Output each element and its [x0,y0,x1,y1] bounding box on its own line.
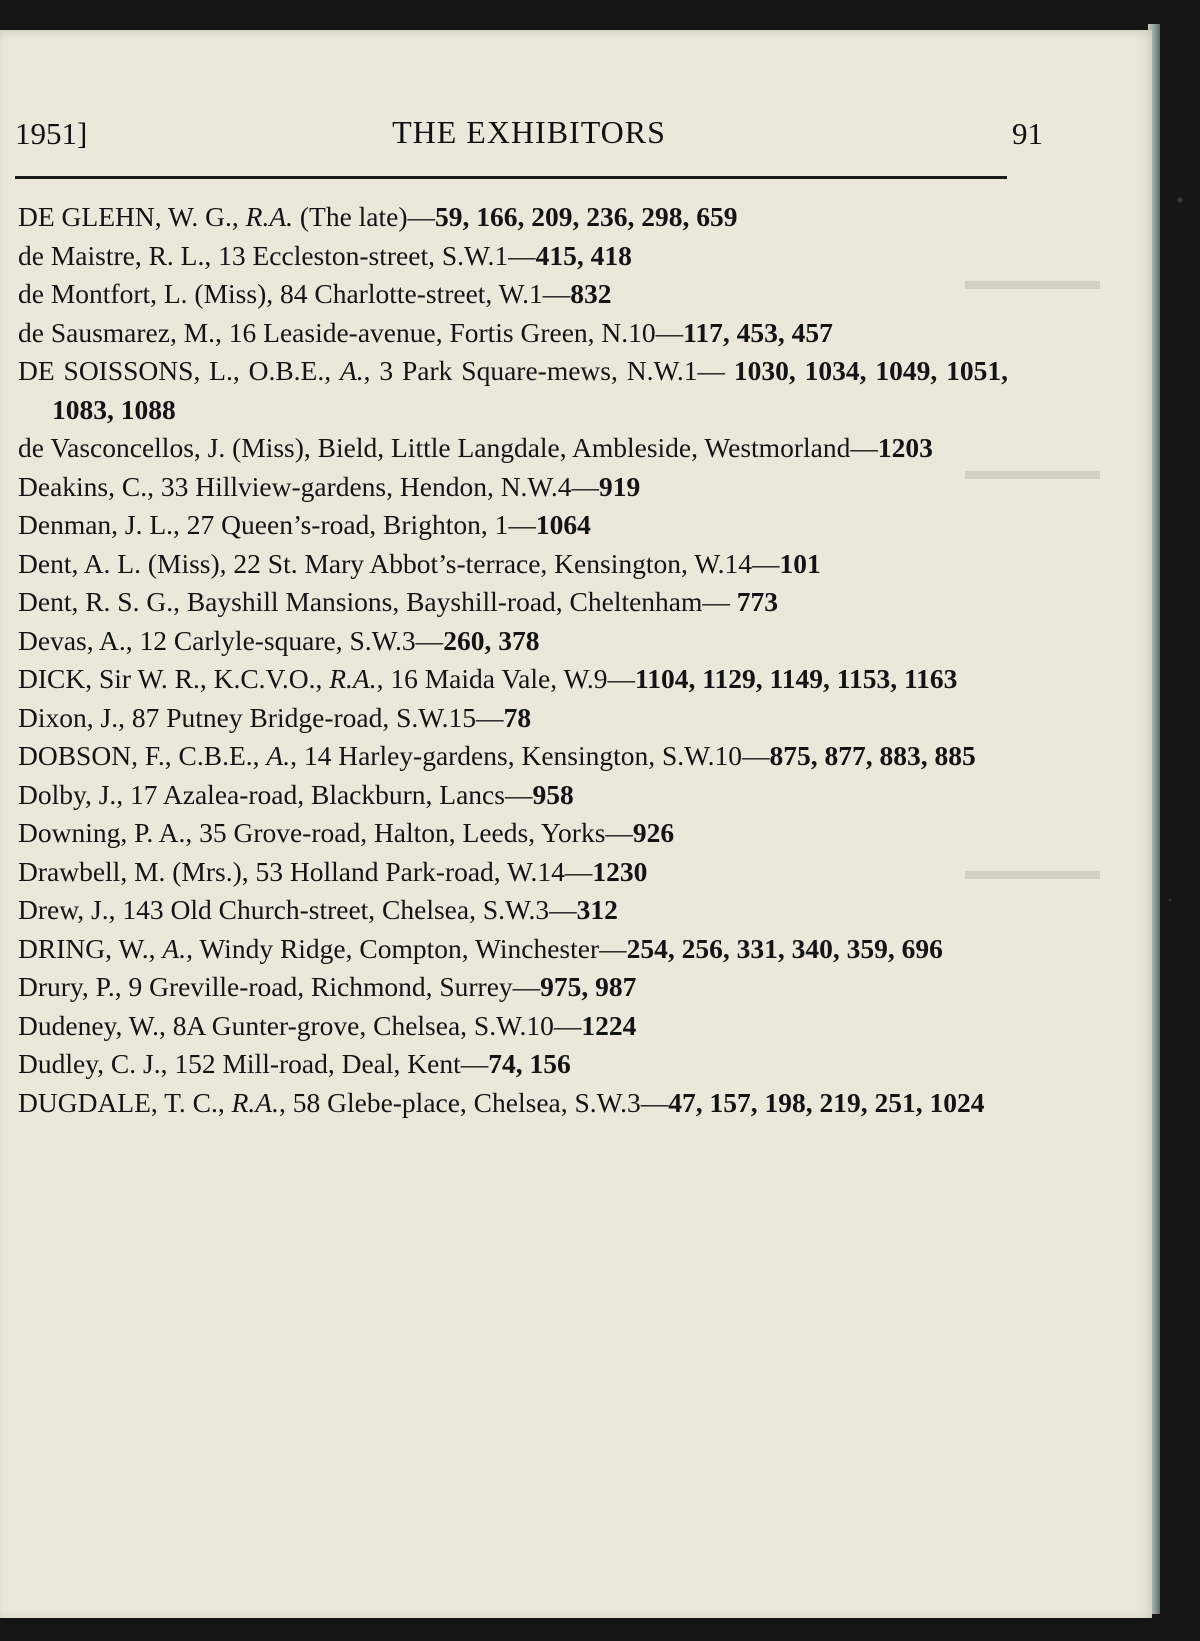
exhibit-numbers: 254, 256, 331, 340, 359, 696 [626,932,943,964]
exhibitor-honour: R.A. [231,1086,279,1118]
exhibitor-address: , 14 Harley-gardens, Kensington, S.W.10— [290,740,770,771]
exhibit-numbers: 1224 [581,1009,637,1041]
exhibit-numbers: 260, 378 [443,624,540,656]
exhibit-numbers: 773 [736,586,779,617]
exhibitor-address: (The late)— [293,201,436,232]
exhibitor-address: 152 Mill-road, Deal, Kent— [174,1048,489,1079]
exhibitor-name: de Maistre, R. L., [18,239,219,271]
exhibitor-honour: R.A. [329,663,377,694]
exhibitor-name: Downing, P. A., [18,817,200,848]
exhibitor-address: Bayshill Mansions, Bayshill-road, Cheltenham— [186,586,737,617]
exhibit-numbers: 74, 156 [488,1048,571,1079]
exhibit-numbers: 59, 166, 209, 236, 298, 659 [435,201,738,232]
show-through-texture: ▬▬▬▬▬ [965,855,1100,885]
exhibitor-name: Drawbell, M. (Mrs.), [18,855,256,887]
exhibitor-entry [18,468,1008,507]
exhibitor-address: , 58 Glebe-place, Chelsea, S.W.3— [278,1086,669,1118]
exhibitor-entry [18,930,1008,969]
exhibitor-entry [18,1084,1008,1123]
exhibitor-entry [18,545,1008,584]
exhibitor-address: , 3 Park Square-mews, N.W.1— [363,355,734,386]
exhibitor-entry [18,237,1008,276]
exhibitor-entry [18,1045,1008,1084]
exhibitor-name: DRING, W., [18,932,163,964]
exhibitor-address: 35 Grove-road, Halton, Leeds, Yorks— [199,817,633,848]
exhibitor-address: 33 Hillview-gardens, Hendon, N.W.4— [160,470,599,502]
exhibitor-address: 17 Azalea-road, Blackburn, Lancs— [130,778,533,810]
exhibitor-entry [18,275,1008,314]
exhibitor-honour: A. [162,932,187,964]
exhibitor-address: , 16 Maida Vale, W.9— [376,663,636,694]
exhibitor-entry [18,853,1008,892]
exhibitor-name: de Vasconcellos, J. (Miss), [18,432,318,463]
exhibit-numbers: 117, 453, 457 [683,316,833,348]
exhibitor-name: DOBSON, F., C.B.E., [18,740,267,771]
header-year: 1951] [15,116,88,151]
exhibitor-name: Denman, J. L., [18,509,187,540]
exhibitor-name: DE GLEHN, W. G., [18,201,246,232]
exhibitor-address: 143 Old Church-street, Chelsea, S.W.3— [122,894,577,925]
exhibitor-entry [18,737,1008,776]
exhibit-numbers: 832 [570,278,612,309]
exhibitor-entry [18,1007,1008,1046]
exhibitor-entry [18,622,1008,661]
exhibitor-address: 27 Queen’s-road, Brighton, 1— [186,509,536,540]
exhibitor-address: Bield, Little Langdale, Ambleside, Westmorland— [317,432,878,463]
header-rule [15,176,1007,179]
exhibitor-name: Dudley, C. J., [18,1048,175,1079]
exhibitor-name: Deakins, C., [18,470,161,502]
exhibit-numbers: 975, 987 [540,971,637,1002]
exhibit-numbers: 1104, 1129, 1149, 1153, 1163 [635,663,958,694]
exhibitor-entry [18,814,1008,853]
show-through-texture: ▬▬▬▬▬ [965,455,1100,485]
exhibit-numbers: 78 [503,701,532,733]
exhibitor-address: 22 St. Mary Abbot’s-terrace, Kensington, W.14— [233,547,780,579]
exhibitor-honour: R.A. [245,201,293,232]
exhibitor-entry [18,352,1008,429]
exhibit-numbers: 1030, 1034, 1049, 1051, 1083, 1088 [52,355,1008,425]
exhibit-numbers: 926 [632,817,675,848]
exhibitor-address: , Windy Ridge, Compton, Winchester— [186,932,627,964]
exhibitor-entry [18,506,1008,545]
exhibitor-entry [18,699,1008,738]
exhibitor-name: Dudeney, W., [18,1009,173,1041]
exhibitor-entry [18,198,1008,237]
exhibitor-entry [18,968,1008,1007]
exhibitor-list [18,198,1008,1122]
exhibitor-address: 87 Putney Bridge-road, S.W.15— [131,701,504,733]
page-title: THE EXHIBITORS [392,114,666,150]
exhibitor-name: DICK, Sir W. R., K.C.V.O., [18,663,330,694]
exhibitor-name: Dent, R. S. G., [18,586,187,617]
exhibitor-address: 8A Gunter-grove, Chelsea, S.W.10— [172,1009,582,1041]
exhibitor-entry [18,776,1008,815]
exhibitor-address: 16 Leaside-avenue, Fortis Green, N.10— [228,316,684,348]
exhibitor-name: Dixon, J., [18,701,132,733]
exhibitor-honour: A. [266,740,291,771]
exhibitor-name: de Sausmarez, M., [18,316,229,348]
exhibitor-address: 13 Eccleston-street, S.W.1— [218,239,536,271]
running-header [15,116,1043,156]
exhibit-numbers: 875, 877, 883, 885 [769,740,976,771]
exhibitor-name: Drury, P., [18,971,129,1002]
exhibitor-name: Dolby, J., [18,778,131,810]
exhibit-numbers: 1203 [877,432,933,463]
exhibitor-entry [18,583,1008,622]
exhibitor-address: 53 Holland Park-road, W.14— [255,855,593,887]
exhibitor-name: Dent, A. L. (Miss), [18,547,234,579]
show-through-texture: ▬▬▬▬▬ [965,265,1100,295]
exhibitor-name: Devas, A., [18,624,140,656]
exhibit-numbers: 47, 157, 198, 219, 251, 1024 [668,1086,985,1118]
exhibit-numbers: 1064 [535,509,591,540]
exhibit-numbers: 919 [599,470,641,502]
exhibitor-address: 9 Greville-road, Richmond, Surrey— [128,971,541,1002]
exhibitor-honour: A. [339,355,364,386]
exhibitor-address: 12 Carlyle-square, S.W.3— [139,624,444,656]
page-number: 91 [1012,116,1043,151]
exhibit-numbers: 1230 [592,855,648,887]
exhibitor-entry [18,314,1008,353]
exhibitor-entry [18,660,1008,699]
exhibitor-entry [18,429,1008,468]
exhibitor-entry [18,891,1008,930]
exhibitor-name: DE SOISSONS, L., O.B.E., [18,355,340,386]
exhibit-numbers: 958 [532,778,574,810]
exhibitor-name: de Montfort, L. (Miss), [18,278,280,309]
exhibitor-name: DUGDALE, T. C., [18,1086,232,1118]
exhibit-numbers: 415, 418 [535,239,632,271]
exhibit-numbers: 312 [576,894,618,925]
exhibit-numbers: 101 [779,547,821,579]
exhibitor-name: Drew, J., [18,894,123,925]
exhibitor-address: 84 Charlotte-street, W.1— [280,278,571,309]
